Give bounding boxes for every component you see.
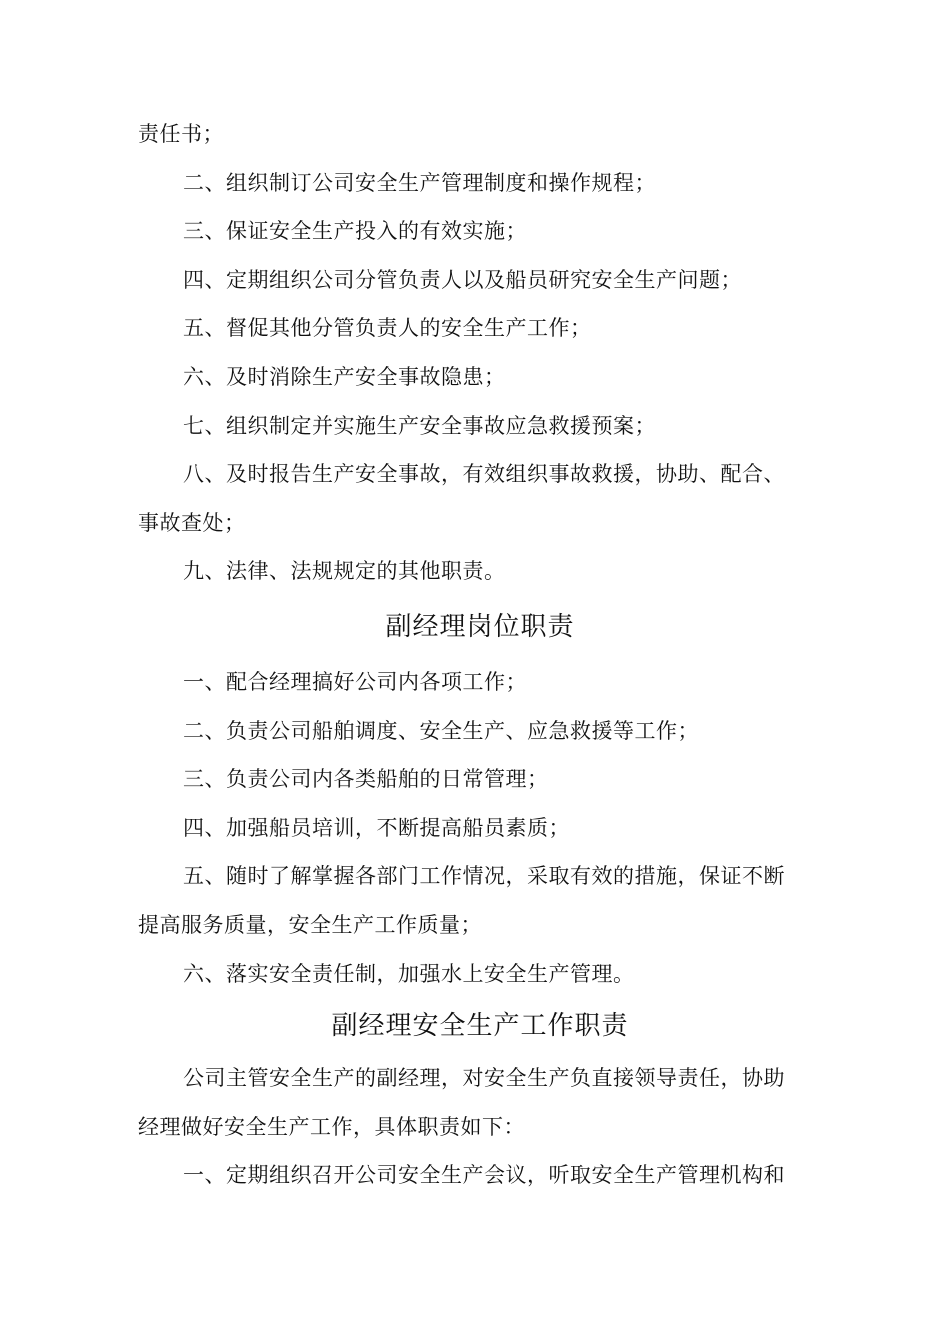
list-item: 四、加强船员培训，不断提高船员素质； — [183, 815, 570, 840]
paragraph-continuation: 责任书； — [138, 122, 224, 146]
list-item: 二、组织制订公司安全生产管理制度和操作规程； — [183, 170, 656, 195]
list-item: 七、组织制定并实施生产安全事故应急救援预案； — [183, 413, 656, 438]
document-body — [138, 110, 822, 1200]
list-item: 九、法律、法规规定的其他职责。 — [183, 559, 506, 584]
list-item: 五、督促其他分管负责人的安全生产工作； — [183, 316, 592, 341]
list-item: 三、保证安全生产投入的有效实施； — [183, 219, 527, 244]
list-item: 三、负责公司内各类船舶的日常管理； — [183, 767, 549, 792]
section-heading: 副经理岗位职责 — [385, 611, 575, 642]
intro-paragraph-continuation: 经理做好安全生产工作，具体职责如下： — [138, 1114, 525, 1139]
list-item-continuation: 事故查处； — [138, 510, 246, 535]
list-item: 六、及时消除生产安全事故隐患； — [183, 364, 506, 389]
list-item: 四、定期组织公司分管负责人以及船员研究安全生产问题； — [183, 267, 742, 292]
intro-paragraph: 公司主管安全生产的副经理，对安全生产负直接领导责任，协助 — [183, 1066, 785, 1091]
list-item: 八、及时报告生产安全事故，有效组织事故救援，协助、配合、 — [183, 462, 785, 487]
list-item: 一、配合经理搞好公司内各项工作； — [183, 669, 527, 694]
list-item: 二、负责公司船舶调度、安全生产、应急救援等工作； — [183, 718, 699, 743]
list-item-continuation: 提高服务质量，安全生产工作质量； — [138, 912, 482, 937]
list-item: 一、定期组织召开公司安全生产会议，听取安全生产管理机构和 — [183, 1163, 785, 1188]
list-item: 五、随时了解掌握各部门工作情况，采取有效的措施，保证不断 — [183, 864, 785, 889]
section-heading: 副经理安全生产工作职责 — [331, 1011, 629, 1042]
list-item: 六、落实安全责任制，加强水上安全生产管理。 — [183, 961, 635, 986]
